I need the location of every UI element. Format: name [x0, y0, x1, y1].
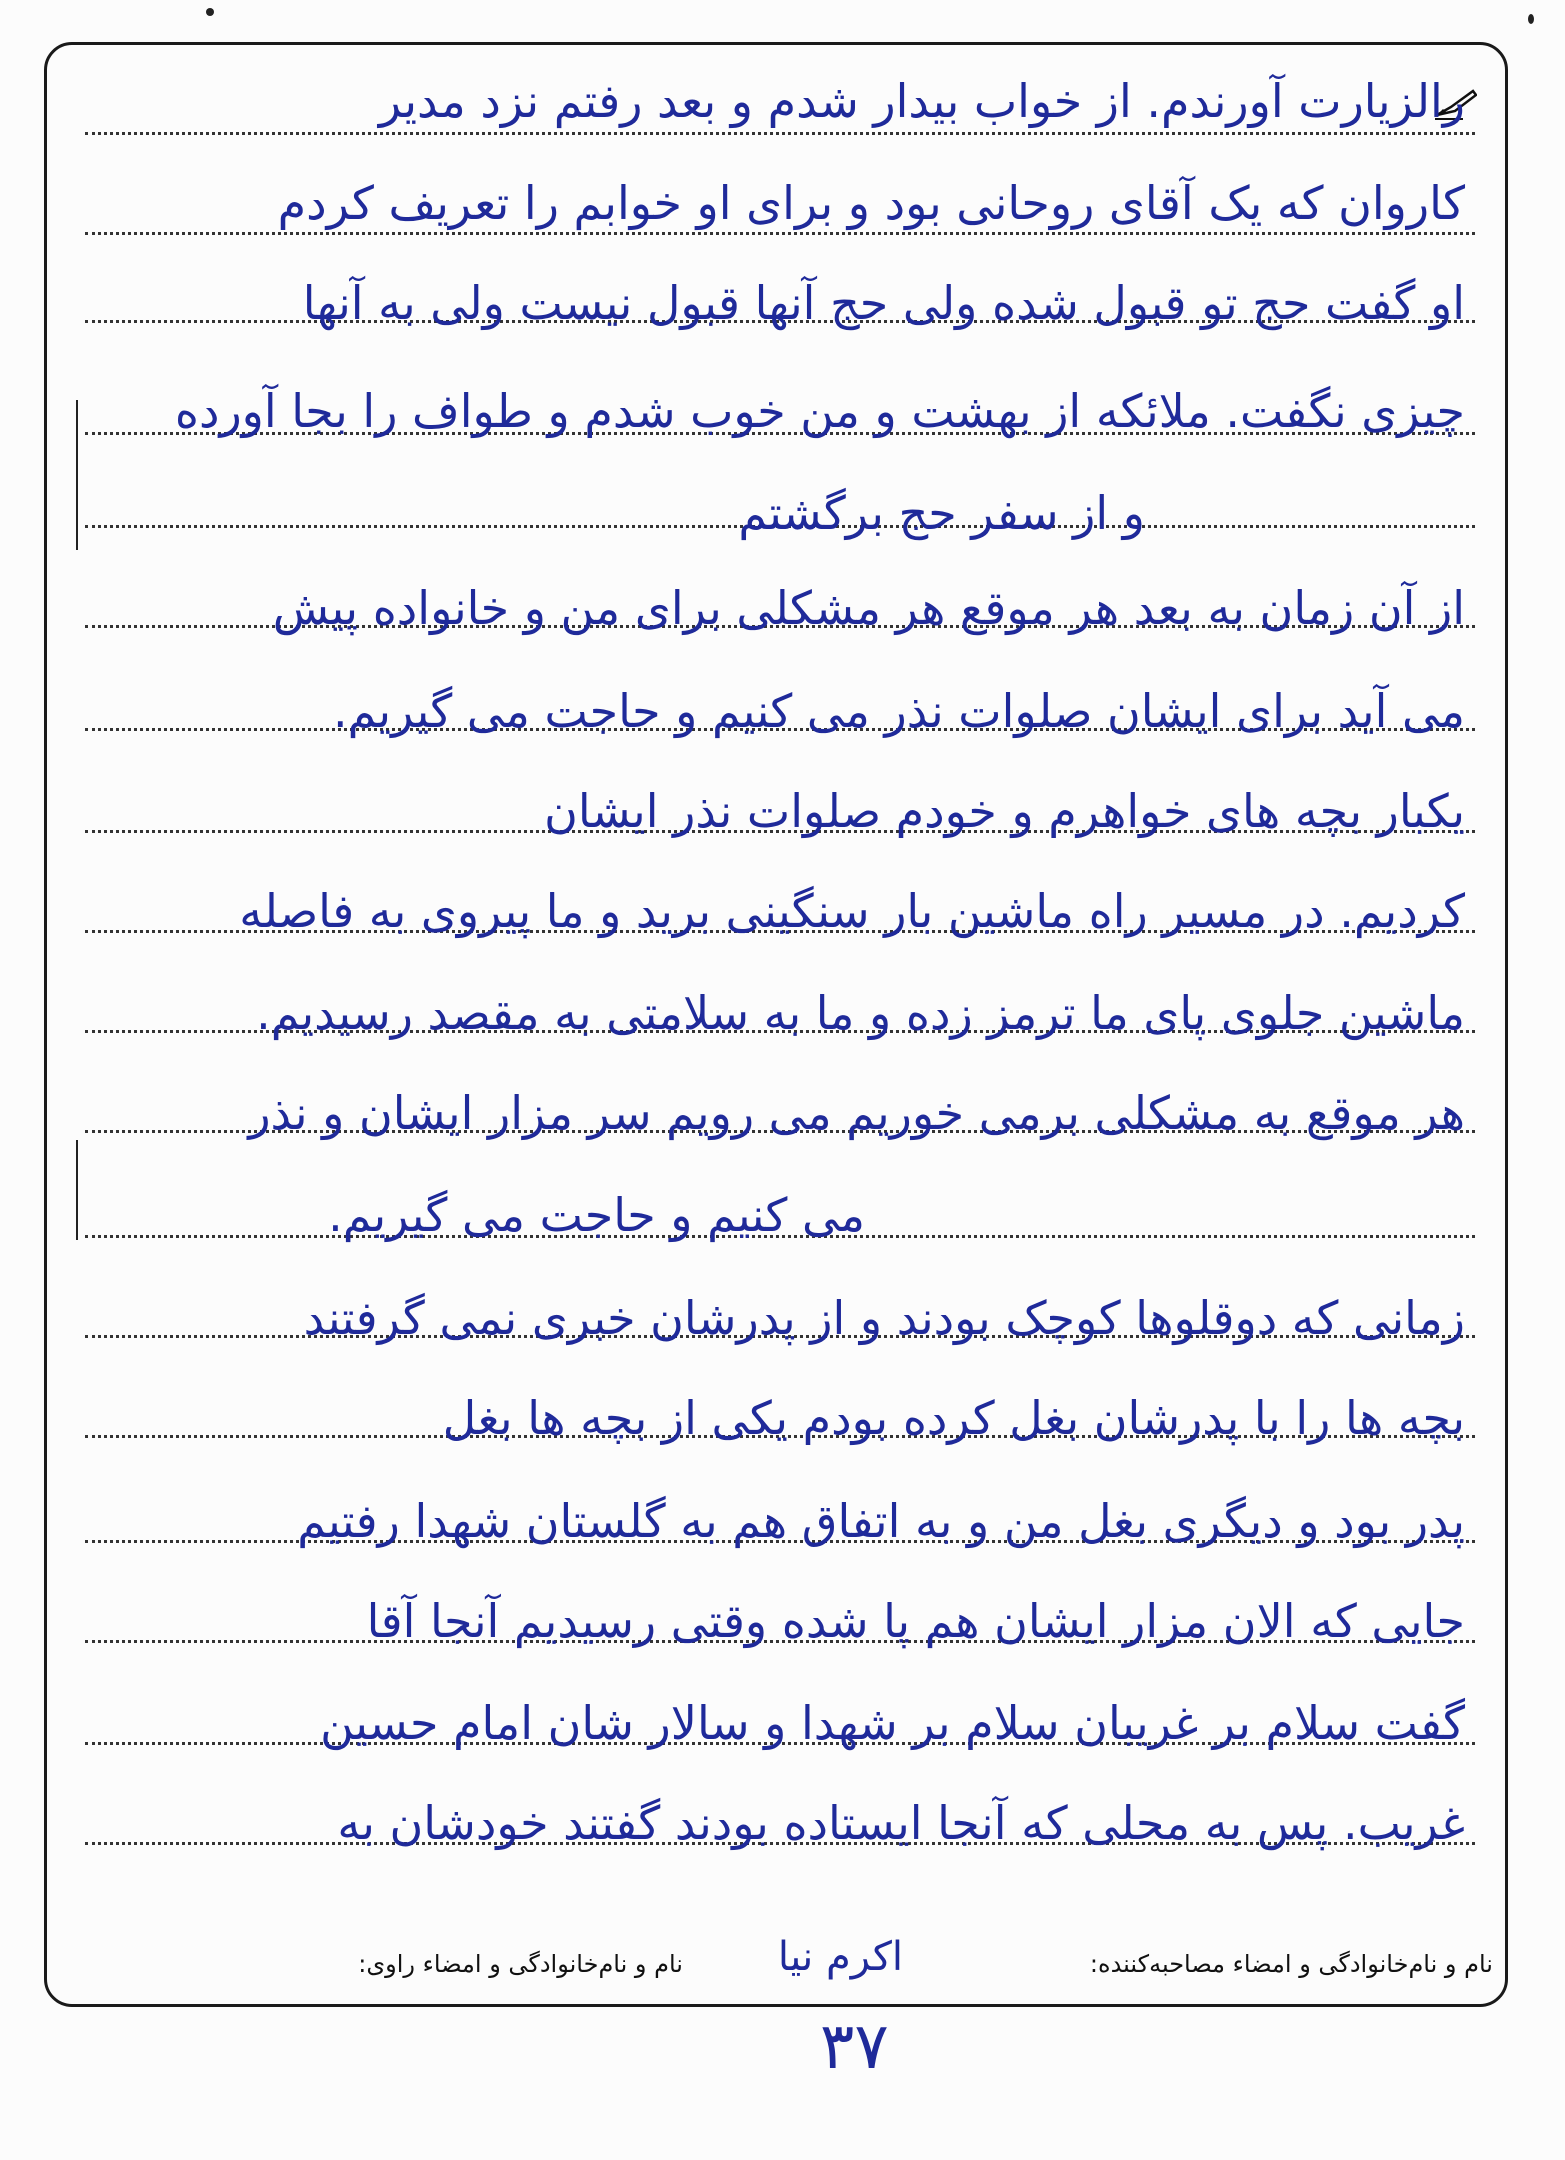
handwritten-line: می کنیم و حاجت می گیریم. — [328, 1188, 865, 1242]
handwritten-line: چیزی نگفت. ملائکه از بهشت و من خوب شدم و طواف را بجا آورده — [174, 384, 1465, 438]
handwritten-line: یکبار بچه های خواهرم و خودم صلوات نذر ایشان — [544, 784, 1465, 838]
handwritten-line: هر موقع به مشکلی برمی خوریم می رویم سر مزار ایشان و نذر — [248, 1086, 1465, 1140]
ruled-line — [85, 232, 1475, 235]
handwritten-line: جایی که الان مزار ایشان هم پا شده وقتی رسیدیم آنجا آقا — [366, 1594, 1465, 1648]
scan-speck — [1528, 14, 1534, 24]
page-number: ۳۷ — [820, 2010, 889, 2084]
ruled-line — [85, 132, 1475, 135]
handwritten-line: زمانی که دوقلوها کوچک بودند و از پدرشان خبری نمی گرفتند — [303, 1291, 1465, 1345]
handwritten-line: گفت سلام بر غریبان سلام بر شهدا و سالار شان امام حسین — [320, 1696, 1465, 1750]
handwritten-line: از آن زمان به بعد هر موقع هر مشکلی برای من و خانواده پیش — [272, 581, 1465, 635]
interviewer-signature-label: نام و نام‌خانوادگی و امضاء مصاحبه‌کننده: — [1089, 1950, 1493, 1978]
interviewer-signature: اکرم نیا — [777, 1934, 903, 1980]
handwritten-line: پدر بود و دیگری بغل من و به اتفاق هم به گلستان شهدا رفتیم — [297, 1494, 1465, 1548]
narrator-signature-label: نام و نام‌خانوادگی و امضاء راوی: — [358, 1950, 683, 1978]
handwritten-line: او گفت حج تو قبول شده ولی حج آنها قبول نیست ولی به آنها — [302, 276, 1465, 330]
margin-mark — [76, 1140, 78, 1240]
handwritten-line: ماشین جلوی پای ما ترمز زده و ما به سلامتی به مقصد رسیدیم. — [256, 986, 1465, 1040]
handwritten-line: کاروان که یک آقای روحانی بود و برای او خوابم را تعریف کردم — [277, 176, 1465, 230]
signature-footer — [72, 1934, 1493, 2000]
margin-mark — [76, 400, 78, 550]
handwritten-line: و از سفر حج برگشتم — [738, 486, 1145, 540]
scan-speck — [206, 8, 214, 16]
handwritten-line: می آید برای ایشان صلوات نذر می کنیم و حاجت می گیریم. — [333, 684, 1465, 738]
handwritten-line: کردیم. در مسیر راه ماشین بار سنگینی برید و ما پیروی به فاصله — [239, 884, 1465, 938]
handwritten-line: غریب. پس به محلی که آنجا ایستاده بودند گفتند خودشان به — [337, 1796, 1465, 1850]
handwritten-line: بچه ها را با پدرشان بغل کرده بودم یکی از بچه ها بغل — [442, 1391, 1465, 1445]
handwritten-line: رالزیارت آورندم. از خواب بیدار شدم و بعد رفتم نزد مدیر — [378, 74, 1465, 128]
